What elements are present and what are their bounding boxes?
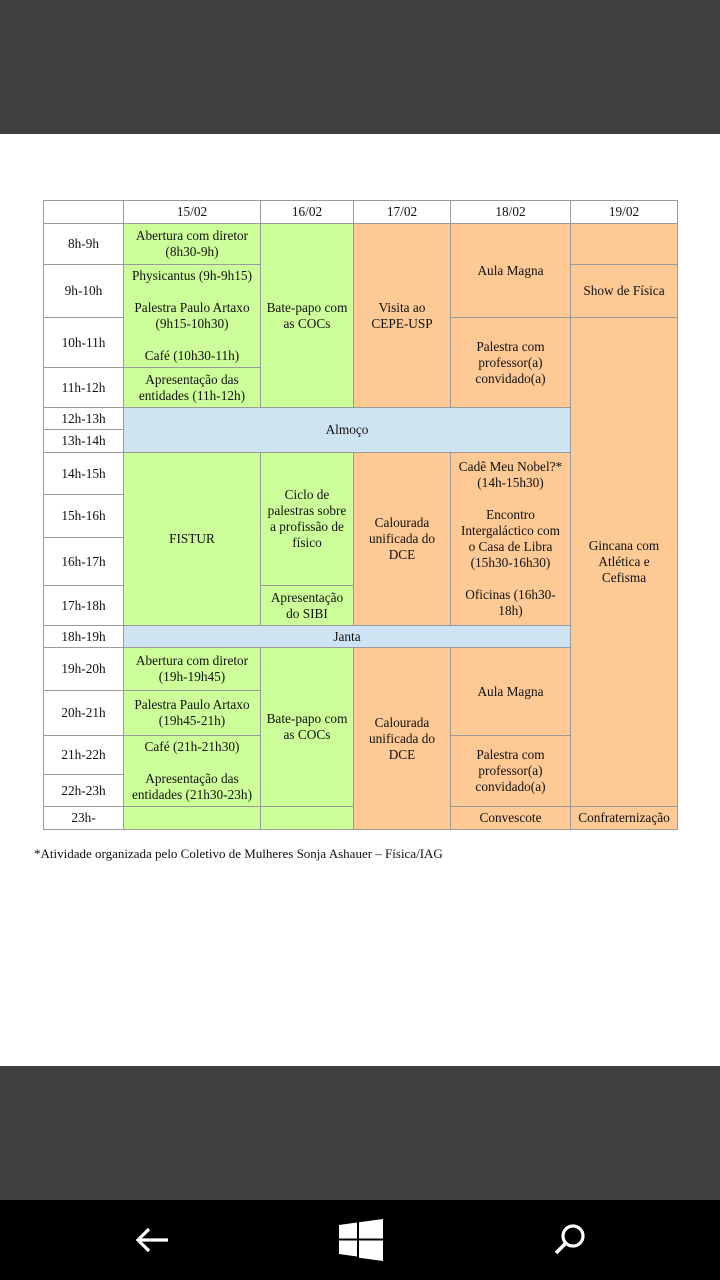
header-date-17: 17/02	[353, 200, 451, 224]
back-button[interactable]	[122, 1214, 182, 1266]
time-label: 13h-14h	[43, 429, 124, 453]
time-label: 22h-23h	[43, 774, 124, 807]
time-label: 12h-13h	[43, 407, 124, 430]
empty-cell	[570, 223, 678, 265]
meal-almoco: Almoço	[123, 407, 571, 453]
event-palestra-professor-noite: Palestra com professor(a) convidado(a)	[450, 735, 571, 807]
empty-cell	[123, 806, 261, 830]
time-label: 8h-9h	[43, 223, 124, 265]
event-apresentacao-entidades: Apresentação das entidades (11h-12h)	[123, 367, 261, 408]
event-aula-magna-noite: Aula Magna	[450, 647, 571, 736]
event-visita-cepe: Visita ao CEPE-USP	[353, 223, 451, 408]
footnote: *Atividade organizada pelo Coletivo de Mulheres Sonja Ashauer – Física/IAG	[34, 846, 443, 861]
header-date-18: 18/02	[450, 200, 571, 224]
time-label: 16h-17h	[43, 537, 124, 586]
start-button[interactable]	[331, 1214, 391, 1266]
time-label: 23h-	[43, 806, 124, 830]
event-cafe-noite: Café (21h-21h30) Apresentação das entidades (21h30-23h)	[123, 735, 261, 807]
event-confraternizacao: Confraternização	[570, 806, 678, 830]
time-label: 15h-16h	[43, 494, 124, 538]
header-date-16: 16/02	[260, 200, 354, 224]
event-morning-block: Physicantus (9h-9h15) Palestra Paulo Artaxo (9h15-10h30) Café (10h30-11h)	[123, 264, 261, 368]
time-label: 21h-22h	[43, 735, 124, 775]
event-gincana: Gincana com Atlética e Cefisma	[570, 317, 678, 807]
meal-janta: Janta	[123, 625, 571, 648]
event-afternoon-block: Cadê Meu Nobel?* (14h-15h30) Encontro Intergaláctico com o Casa de Libra (15h30-16h30) Oficinas (16h30- 18h)	[450, 452, 571, 626]
header-date-15: 15/02	[123, 200, 261, 224]
event-abertura-noite: Abertura com diretor (19h-19h45)	[123, 647, 261, 691]
windows-logo-icon	[339, 1219, 383, 1261]
navigation-bar	[0, 1200, 720, 1280]
time-label: 11h-12h	[43, 367, 124, 408]
header-corner	[43, 200, 124, 224]
time-label: 20h-21h	[43, 690, 124, 736]
event-show-fisica: Show de Física	[570, 264, 678, 318]
event-calourada-tarde: Calourada unificada do DCE	[353, 452, 451, 626]
header-date-19: 19/02	[570, 200, 678, 224]
event-bate-papo-manha: Bate-papo com as COCs	[260, 223, 354, 408]
search-icon	[552, 1222, 588, 1258]
time-label: 10h-11h	[43, 317, 124, 368]
top-bar	[0, 0, 720, 134]
time-label: 14h-15h	[43, 452, 124, 495]
event-palestra-professor-manha: Palestra com professor(a) convidado(a)	[450, 317, 571, 408]
event-aula-magna-manha: Aula Magna	[450, 223, 571, 318]
event-abertura-manha: Abertura com diretor (8h30-9h)	[123, 223, 261, 265]
time-label: 17h-18h	[43, 585, 124, 626]
event-bate-papo-noite: Bate-papo com as COCs	[260, 647, 354, 807]
back-arrow-icon	[134, 1225, 170, 1255]
time-label: 9h-10h	[43, 264, 124, 318]
event-ciclo-palestras: Ciclo de palestras sobre a profissão de físico	[260, 452, 354, 586]
time-label: 18h-19h	[43, 625, 124, 648]
event-apresentacao-sibi: Apresentação do SIBI	[260, 585, 354, 626]
bottom-bar	[0, 1066, 720, 1200]
event-convescote: Convescote	[450, 806, 571, 830]
empty-cell	[260, 806, 354, 830]
event-fistur: FISTUR	[123, 452, 261, 626]
time-label: 19h-20h	[43, 647, 124, 691]
event-calourada-noite: Calourada unificada do DCE	[353, 647, 451, 830]
search-button[interactable]	[540, 1214, 600, 1266]
event-palestra-noite: Palestra Paulo Artaxo (19h45-21h)	[123, 690, 261, 736]
